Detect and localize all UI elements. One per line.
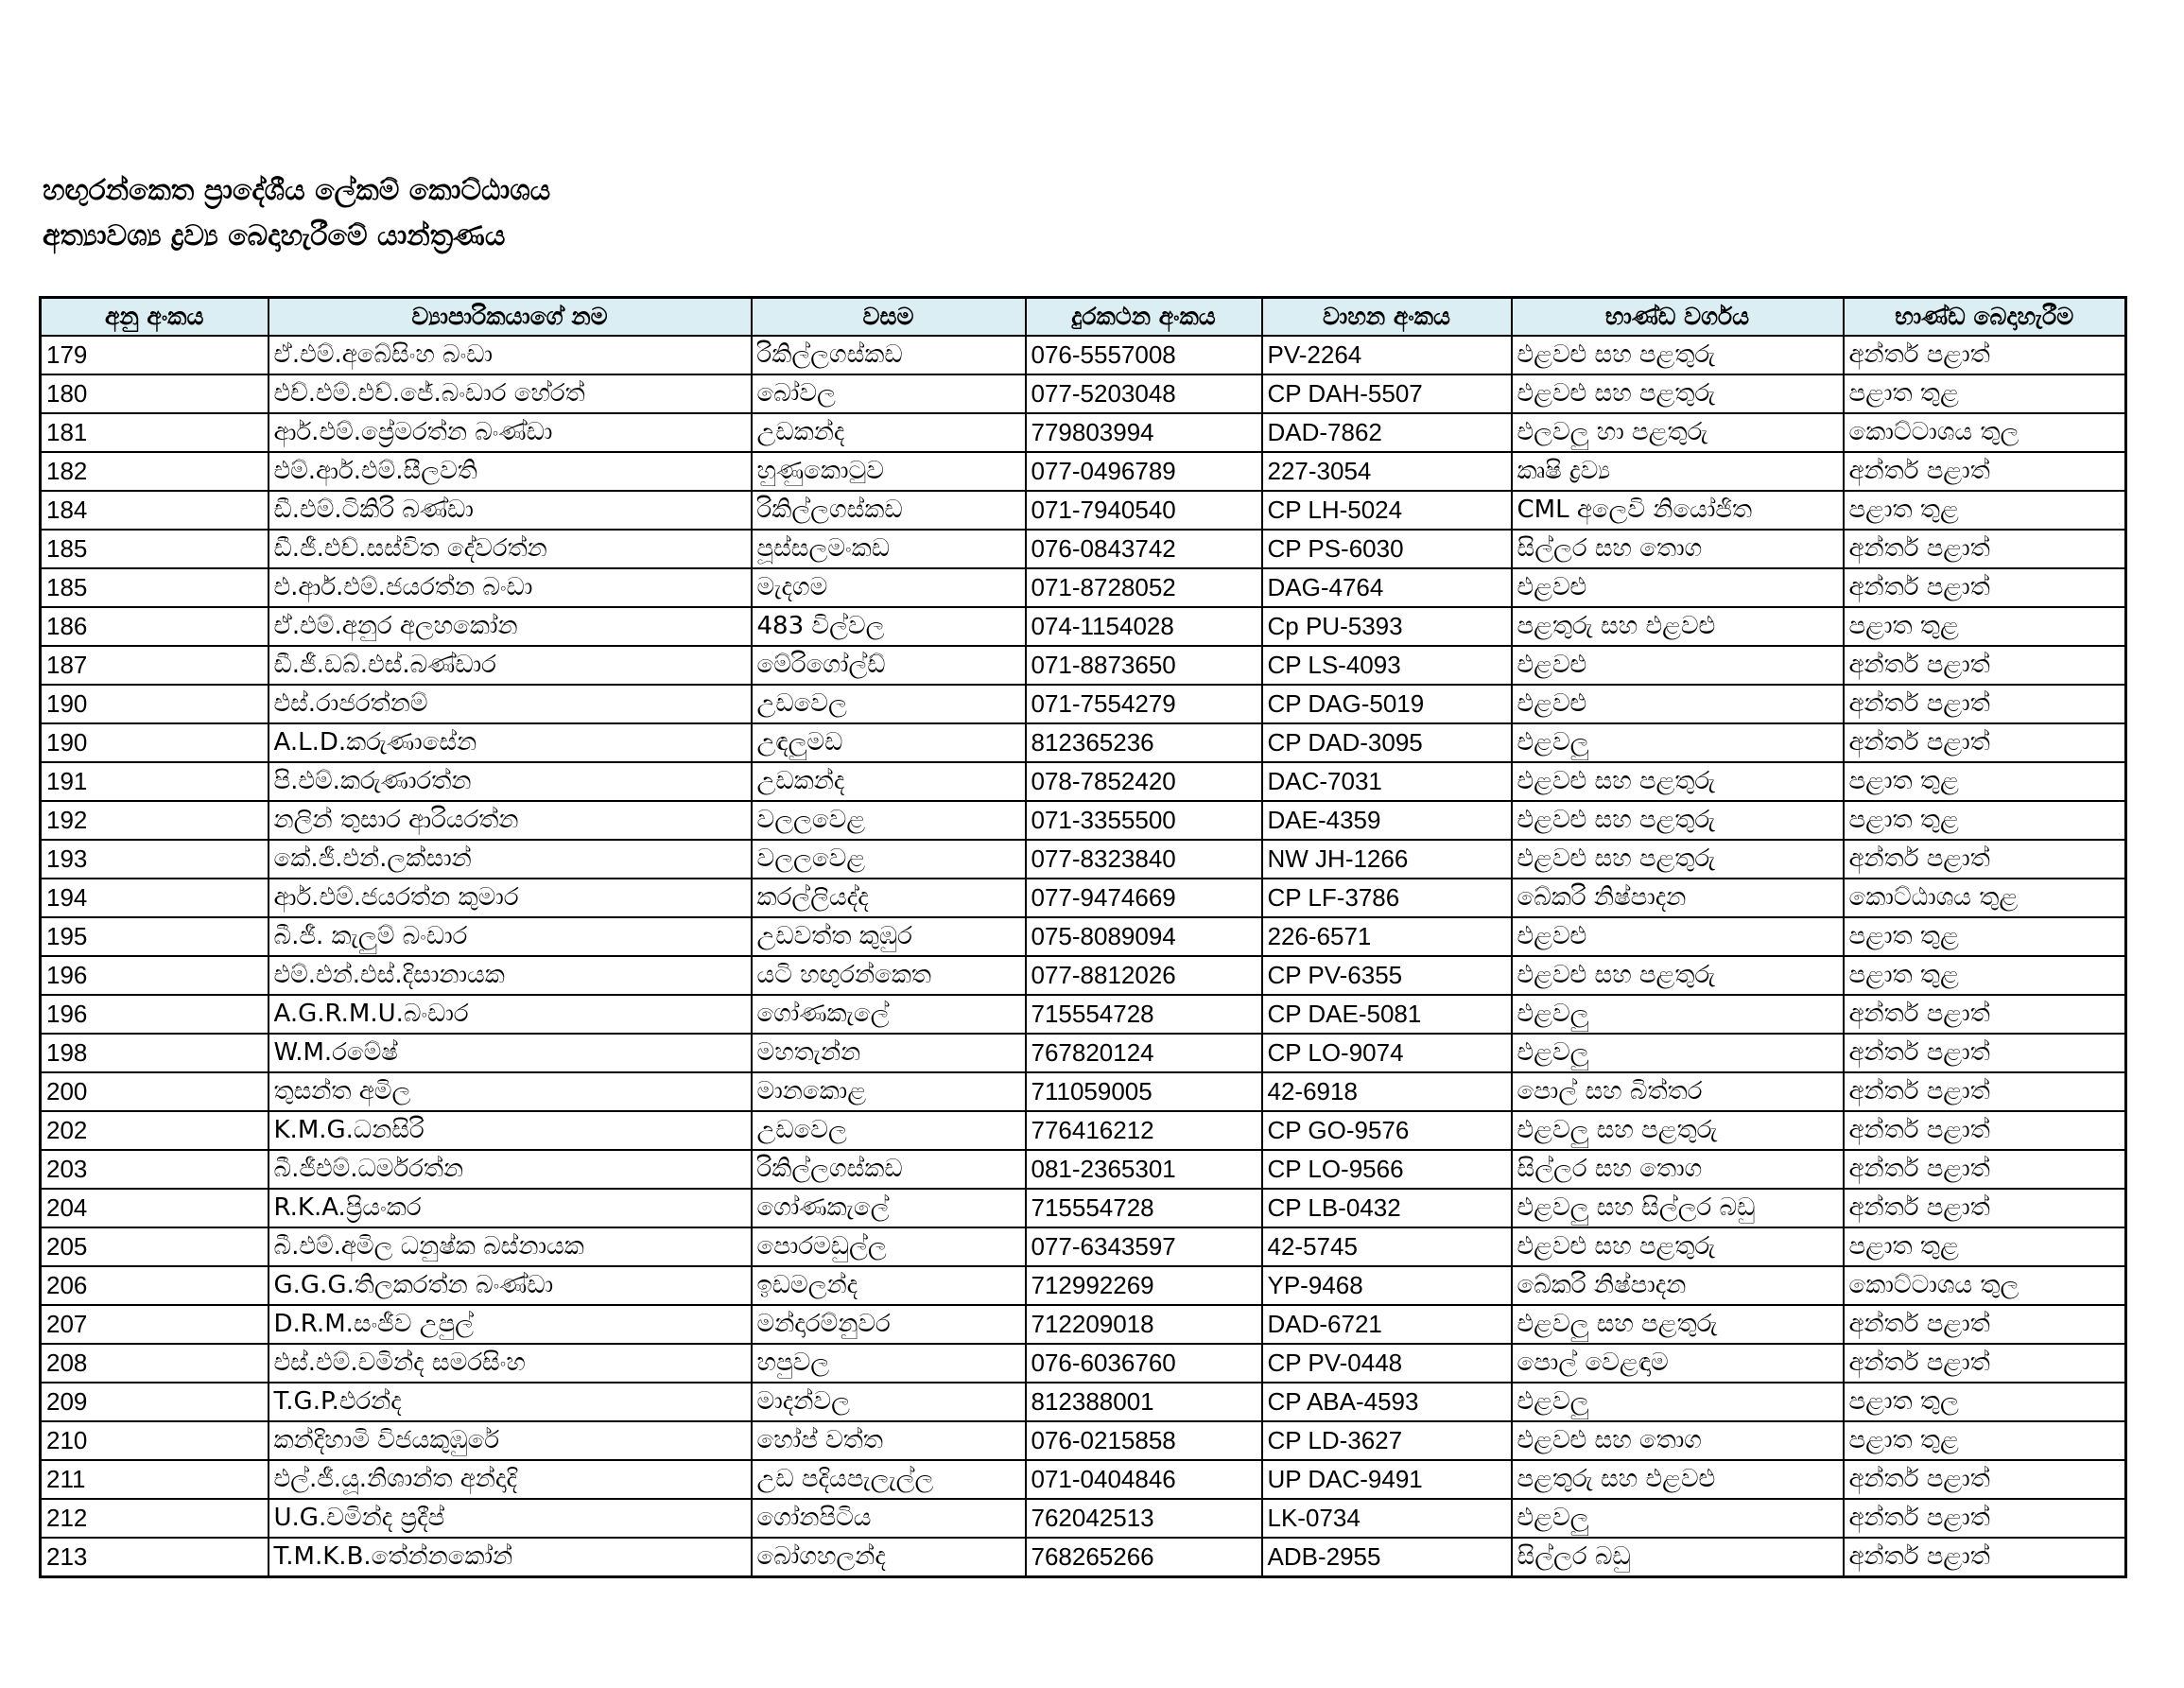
cell-distribution-area: අන්තර් පළාත් bbox=[1844, 1189, 2126, 1227]
cell-division: ගෝනපිටිය bbox=[752, 1499, 1026, 1538]
cell-trader-name: ඒ.එම්.අනුර අලහකෝන bbox=[269, 607, 752, 646]
cell-division: බෝගහලන්ද bbox=[752, 1538, 1026, 1577]
cell-goods-type: එළවලු bbox=[1512, 1499, 1844, 1538]
cell-trader-name: W.M.රමේෂ් bbox=[269, 1034, 752, 1072]
cell-goods-type: එළවළු bbox=[1512, 646, 1844, 685]
cell-vehicle-number: DAC-7031 bbox=[1262, 762, 1512, 801]
cell-goods-type: එළවළු සහ පළතුරු bbox=[1512, 956, 1844, 995]
cell-serial-number: 182 bbox=[41, 452, 269, 491]
cell-distribution-area: පළාත තුළ bbox=[1844, 762, 2126, 801]
cell-division: 483 විල්වල bbox=[752, 607, 1026, 646]
cell-distribution-area: අන්තර් පළාත් bbox=[1844, 840, 2126, 879]
cell-division: පූස්සලමංකඩ bbox=[752, 530, 1026, 568]
cell-distribution-area: අන්තර් පළාත් bbox=[1844, 1150, 2126, 1189]
cell-distribution-area: අන්තර් පළාත් bbox=[1844, 568, 2126, 607]
cell-phone-number: 812388001 bbox=[1026, 1383, 1262, 1421]
cell-distribution-area: අන්තර් පළාත් bbox=[1844, 646, 2126, 685]
cell-division: මේරිගෝල්ඩ් bbox=[752, 646, 1026, 685]
cell-phone-number: 081-2365301 bbox=[1026, 1150, 1262, 1189]
cell-goods-type: එළවළු සහ පළතුරු bbox=[1512, 374, 1844, 413]
cell-goods-type: එළවලු bbox=[1512, 995, 1844, 1034]
table-row bbox=[41, 1499, 2126, 1538]
cell-distribution-area: කොට්ටාශය තුල bbox=[1844, 1266, 2126, 1305]
cell-phone-number: 762042513 bbox=[1026, 1499, 1262, 1538]
table-row bbox=[41, 879, 2126, 917]
table-row bbox=[41, 646, 2126, 685]
cell-distribution-area: අන්තර් පළාත් bbox=[1844, 1538, 2126, 1577]
cell-vehicle-number: CP PV-0448 bbox=[1262, 1344, 1512, 1383]
cell-phone-number: 071-0404846 bbox=[1026, 1460, 1262, 1499]
cell-distribution-area: පළාත තුළ bbox=[1844, 1227, 2126, 1266]
cell-goods-type: බේකරි නිෂ්පාදන bbox=[1512, 879, 1844, 917]
cell-phone-number: 712209018 bbox=[1026, 1305, 1262, 1344]
cell-phone-number: 078-7852420 bbox=[1026, 762, 1262, 801]
column-header-division: වසම bbox=[752, 298, 1026, 337]
cell-trader-name: බී.ජීඑම්.ධර්මරත්න bbox=[269, 1150, 752, 1189]
cell-division: බෝවල bbox=[752, 374, 1026, 413]
cell-goods-type: එළවළු bbox=[1512, 917, 1844, 956]
cell-goods-type: කෘෂි ද්‍රව්‍ය bbox=[1512, 452, 1844, 491]
cell-vehicle-number: CP DAG-5019 bbox=[1262, 685, 1512, 723]
cell-distribution-area: පළාත තුළ bbox=[1844, 607, 2126, 646]
table-row bbox=[41, 956, 2126, 995]
cell-goods-type: එලවලු හා පළතුරු bbox=[1512, 413, 1844, 452]
cell-vehicle-number: CP ABA-4593 bbox=[1262, 1383, 1512, 1421]
cell-distribution-area: අන්තර් පළාත් bbox=[1844, 336, 2126, 374]
cell-goods-type: එළවළු සහ පළතුරු bbox=[1512, 840, 1844, 879]
table-row bbox=[41, 374, 2126, 413]
cell-phone-number: 077-0496789 bbox=[1026, 452, 1262, 491]
cell-goods-type: එළවළු bbox=[1512, 568, 1844, 607]
office-title: හඟුරන්කෙත ප්‍රාදේශීය ලේකම් කොට්ඨාශය bbox=[43, 174, 551, 207]
cell-trader-name: ඒ.එම්.අබේසිංහ බංඩා bbox=[269, 336, 752, 374]
cell-goods-type: සිල්ලර සහ තොග bbox=[1512, 1150, 1844, 1189]
cell-trader-name: ආර්.එම්.ප්‍රේමරත්න බංණ්ඩා bbox=[269, 413, 752, 452]
cell-division: හෝප් වත්ත bbox=[752, 1421, 1026, 1460]
cell-distribution-area: අන්තර් පළාත් bbox=[1844, 1499, 2126, 1538]
cell-serial-number: 190 bbox=[41, 723, 269, 762]
cell-serial-number: 190 bbox=[41, 685, 269, 723]
cell-trader-name: A.G.R.M.U.බංඩාර bbox=[269, 995, 752, 1034]
cell-vehicle-number: NW JH-1266 bbox=[1262, 840, 1512, 879]
cell-goods-type: පොල් සහ බිත්තර bbox=[1512, 1072, 1844, 1111]
table-header bbox=[41, 298, 2126, 337]
table-row bbox=[41, 568, 2126, 607]
cell-vehicle-number: CP DAD-3095 bbox=[1262, 723, 1512, 762]
cell-trader-name: පි.එම්.කරුණාරත්න bbox=[269, 762, 752, 801]
cell-trader-name: කන්දිහාමි විජයකුඹුරේ bbox=[269, 1421, 752, 1460]
cell-trader-name: U.G.චමින්ද ප්‍රදීප් bbox=[269, 1499, 752, 1538]
cell-trader-name: එස්.එම්.චමින්ද සමරසිංහ bbox=[269, 1344, 752, 1383]
cell-vehicle-number: CP LS-4093 bbox=[1262, 646, 1512, 685]
cell-vehicle-number: 227-3054 bbox=[1262, 452, 1512, 491]
cell-vehicle-number: CP LF-3786 bbox=[1262, 879, 1512, 917]
cell-distribution-area: අන්තර් පළාත් bbox=[1844, 1305, 2126, 1344]
cell-phone-number: 074-1154028 bbox=[1026, 607, 1262, 646]
cell-phone-number: 076-0843742 bbox=[1026, 530, 1262, 568]
cell-division: වලලවෙළ bbox=[752, 840, 1026, 879]
cell-division: මන්දාරම්නුවර bbox=[752, 1305, 1026, 1344]
cell-vehicle-number: CP DAH-5507 bbox=[1262, 374, 1512, 413]
cell-phone-number: 779803994 bbox=[1026, 413, 1262, 452]
table-row bbox=[41, 762, 2126, 801]
cell-phone-number: 075-8089094 bbox=[1026, 917, 1262, 956]
cell-vehicle-number: UP DAC-9491 bbox=[1262, 1460, 1512, 1499]
cell-division: හුණුකොටුව bbox=[752, 452, 1026, 491]
cell-phone-number: 076-6036760 bbox=[1026, 1344, 1262, 1383]
cell-distribution-area: පළාත තුළ bbox=[1844, 956, 2126, 995]
document-subtitle: අත්‍යාවශ්‍ය ද්‍රව්‍ය බෙදාහැරීමේ යාන්ත්‍රණය bbox=[43, 219, 506, 252]
cell-goods-type: සිල්ලර බඩු bbox=[1512, 1538, 1844, 1577]
table-row bbox=[41, 840, 2126, 879]
cell-trader-name: බී.ජී. කැලුම් බංඩාර bbox=[269, 917, 752, 956]
cell-serial-number: 179 bbox=[41, 336, 269, 374]
cell-vehicle-number: CP LO-9566 bbox=[1262, 1150, 1512, 1189]
cell-division: මහතැන්න bbox=[752, 1034, 1026, 1072]
cell-division: උඳලුමඩ bbox=[752, 723, 1026, 762]
cell-phone-number: 077-9474669 bbox=[1026, 879, 1262, 917]
cell-trader-name: එම්.ආර්.එම්.සීලවති bbox=[269, 452, 752, 491]
cell-serial-number: 203 bbox=[41, 1150, 269, 1189]
cell-trader-name: ඩී.ජී.එච්.සස්විත දේවරත්න bbox=[269, 530, 752, 568]
cell-distribution-area: අන්තර් පළාත් bbox=[1844, 1072, 2126, 1111]
cell-division: ගෝණකැලේ bbox=[752, 995, 1026, 1034]
cell-phone-number: 077-6343597 bbox=[1026, 1227, 1262, 1266]
cell-serial-number: 208 bbox=[41, 1344, 269, 1383]
cell-goods-type: එළවලු bbox=[1512, 1034, 1844, 1072]
cell-trader-name: A.L.D.කරුණාසේන bbox=[269, 723, 752, 762]
cell-trader-name: එච්.එම්.එච්.ජේ.බංඩාර හේරත් bbox=[269, 374, 752, 413]
cell-vehicle-number: 226-6571 bbox=[1262, 917, 1512, 956]
table-row bbox=[41, 995, 2126, 1034]
table-row bbox=[41, 1189, 2126, 1227]
cell-serial-number: 205 bbox=[41, 1227, 269, 1266]
table-row bbox=[41, 1266, 2126, 1305]
cell-trader-name: නලින් තුසාර ආරියරත්න bbox=[269, 801, 752, 840]
table-row bbox=[41, 685, 2126, 723]
table-row bbox=[41, 1460, 2126, 1499]
cell-division: ගෝණකැලේ bbox=[752, 1189, 1026, 1227]
cell-division: යටි හඟුරන්කෙත bbox=[752, 956, 1026, 995]
cell-trader-name: කේ.ජී.එන්.ලක්සාන් bbox=[269, 840, 752, 879]
cell-trader-name: T.M.K.B.තේන්නකෝන් bbox=[269, 1538, 752, 1577]
cell-trader-name: D.R.M.සංජීව උපුල් bbox=[269, 1305, 752, 1344]
cell-serial-number: 204 bbox=[41, 1189, 269, 1227]
cell-phone-number: 071-7940540 bbox=[1026, 491, 1262, 530]
cell-serial-number: 207 bbox=[41, 1305, 269, 1344]
cell-trader-name: එස්.රාජරත්නම් bbox=[269, 685, 752, 723]
cell-phone-number: 071-3355500 bbox=[1026, 801, 1262, 840]
cell-phone-number: 077-5203048 bbox=[1026, 374, 1262, 413]
cell-serial-number: 193 bbox=[41, 840, 269, 879]
cell-goods-type: එළවලු සහ පළතුරු bbox=[1512, 1111, 1844, 1150]
cell-serial-number: 196 bbox=[41, 995, 269, 1034]
cell-division: වලලවෙළ bbox=[752, 801, 1026, 840]
cell-division: මැදගම bbox=[752, 568, 1026, 607]
cell-division: කරල්ලියද්ද bbox=[752, 879, 1026, 917]
cell-serial-number: 196 bbox=[41, 956, 269, 995]
cell-distribution-area: අන්තර් පළාත් bbox=[1844, 723, 2126, 762]
cell-vehicle-number: CP PS-6030 bbox=[1262, 530, 1512, 568]
table-row bbox=[41, 1305, 2126, 1344]
column-header-distribution-area: භාණ්ඩ බෙදාහැරීම bbox=[1844, 298, 2126, 337]
cell-serial-number: 202 bbox=[41, 1111, 269, 1150]
cell-phone-number: 071-8873650 bbox=[1026, 646, 1262, 685]
cell-serial-number: 209 bbox=[41, 1383, 269, 1421]
table-row bbox=[41, 336, 2126, 374]
cell-distribution-area: පළාත තුල bbox=[1844, 1383, 2126, 1421]
table-row bbox=[41, 1383, 2126, 1421]
cell-trader-name: බී.එම්.අමිල ධනුෂ්ක බස්නායක bbox=[269, 1227, 752, 1266]
cell-trader-name: ඩී.ජී.ඩබ්.එස්.බණ්ඩාර bbox=[269, 646, 752, 685]
cell-distribution-area: අන්තර් පළාත් bbox=[1844, 530, 2126, 568]
table-row bbox=[41, 1344, 2126, 1383]
cell-trader-name: ඩී.එම්.ටිකිරි බණ්ඩා bbox=[269, 491, 752, 530]
cell-distribution-area: පළාත තුළ bbox=[1844, 917, 2126, 956]
cell-distribution-area: කොට්ඨාශය තුළ bbox=[1844, 879, 2126, 917]
cell-phone-number: 711059005 bbox=[1026, 1072, 1262, 1111]
cell-division: උඩ පදියපැලැල්ල bbox=[752, 1460, 1026, 1499]
cell-distribution-area: අන්තර් පළාත් bbox=[1844, 1111, 2126, 1150]
cell-division: උඩකන්ද bbox=[752, 762, 1026, 801]
cell-distribution-area: අන්තර් පළාත් bbox=[1844, 452, 2126, 491]
cell-serial-number: 187 bbox=[41, 646, 269, 685]
cell-division: උඩවෙල bbox=[752, 1111, 1026, 1150]
cell-vehicle-number: DAD-7862 bbox=[1262, 413, 1512, 452]
cell-phone-number: 776416212 bbox=[1026, 1111, 1262, 1150]
cell-distribution-area: පළාත තුළ bbox=[1844, 374, 2126, 413]
cell-vehicle-number: CP LB-0432 bbox=[1262, 1189, 1512, 1227]
cell-goods-type: බේකරි නිෂ්පාදන bbox=[1512, 1266, 1844, 1305]
cell-phone-number: 077-8323840 bbox=[1026, 840, 1262, 879]
cell-division: උඩවත්ත කුඹුර bbox=[752, 917, 1026, 956]
table-row bbox=[41, 1111, 2126, 1150]
cell-division: මානකොළ bbox=[752, 1072, 1026, 1111]
cell-goods-type: CML අලෙවි නියෝජිත bbox=[1512, 491, 1844, 530]
cell-vehicle-number: YP-9468 bbox=[1262, 1266, 1512, 1305]
table-row bbox=[41, 1227, 2126, 1266]
cell-division: රිකිල්ලගස්කඩ bbox=[752, 1150, 1026, 1189]
cell-phone-number: 077-8812026 bbox=[1026, 956, 1262, 995]
cell-distribution-area: පළාත තුළ bbox=[1844, 801, 2126, 840]
cell-serial-number: 186 bbox=[41, 607, 269, 646]
cell-trader-name: ආර්.එම්.ජයරත්න කුමාර bbox=[269, 879, 752, 917]
cell-serial-number: 198 bbox=[41, 1034, 269, 1072]
cell-trader-name: තුසන්ත අමිල bbox=[269, 1072, 752, 1111]
cell-division: රිකිල්ලගස්කඩ bbox=[752, 491, 1026, 530]
cell-distribution-area: අන්තර් පළාත් bbox=[1844, 1344, 2126, 1383]
cell-goods-type: එළවළු සහ තොග bbox=[1512, 1421, 1844, 1460]
cell-goods-type: සිල්ලර සහ තොග bbox=[1512, 530, 1844, 568]
cell-serial-number: 210 bbox=[41, 1421, 269, 1460]
cell-trader-name: R.K.A.ප්‍රියංකර bbox=[269, 1189, 752, 1227]
cell-serial-number: 184 bbox=[41, 491, 269, 530]
cell-goods-type: එළවලු bbox=[1512, 1383, 1844, 1421]
cell-phone-number: 767820124 bbox=[1026, 1034, 1262, 1072]
cell-serial-number: 212 bbox=[41, 1499, 269, 1538]
cell-phone-number: 768265266 bbox=[1026, 1538, 1262, 1577]
cell-serial-number: 195 bbox=[41, 917, 269, 956]
cell-distribution-area: අන්තර් පළාත් bbox=[1844, 1034, 2126, 1072]
table-row bbox=[41, 1034, 2126, 1072]
column-header-serial-number: අනු අංකය bbox=[41, 298, 269, 337]
cell-phone-number: 071-7554279 bbox=[1026, 685, 1262, 723]
cell-vehicle-number: CP LO-9074 bbox=[1262, 1034, 1512, 1072]
cell-serial-number: 194 bbox=[41, 879, 269, 917]
table-row bbox=[41, 1150, 2126, 1189]
cell-phone-number: 076-5557008 bbox=[1026, 336, 1262, 374]
table-row bbox=[41, 1421, 2126, 1460]
cell-vehicle-number: CP LH-5024 bbox=[1262, 491, 1512, 530]
cell-serial-number: 191 bbox=[41, 762, 269, 801]
cell-trader-name: T.G.P.එරන්ද bbox=[269, 1383, 752, 1421]
cell-distribution-area: පළාත තුළ bbox=[1844, 1421, 2126, 1460]
table-row bbox=[41, 801, 2126, 840]
cell-vehicle-number: LK-0734 bbox=[1262, 1499, 1512, 1538]
header-row bbox=[41, 298, 2126, 337]
cell-goods-type: පළතුරු සහ එළවළු bbox=[1512, 1460, 1844, 1499]
cell-trader-name: G.G.G.තිලකරත්න බංණ්ඩා bbox=[269, 1266, 752, 1305]
distributor-table bbox=[39, 296, 2127, 1578]
cell-vehicle-number: DAE-4359 bbox=[1262, 801, 1512, 840]
cell-vehicle-number: CP DAE-5081 bbox=[1262, 995, 1512, 1034]
cell-phone-number: 812365236 bbox=[1026, 723, 1262, 762]
cell-vehicle-number: DAG-4764 bbox=[1262, 568, 1512, 607]
cell-trader-name: එ.ආර්.එම්.ජයරත්න බංඩා bbox=[269, 568, 752, 607]
cell-division: උඩවෙල bbox=[752, 685, 1026, 723]
column-header-goods-type: භාණ්ඩ වර්ගය bbox=[1512, 298, 1844, 337]
cell-goods-type: එළවළු සහ පළතුරු bbox=[1512, 762, 1844, 801]
cell-goods-type: පළතුරු සහ එළවළු bbox=[1512, 607, 1844, 646]
column-header-vehicle-number: වාහන අංකය bbox=[1262, 298, 1512, 337]
cell-serial-number: 180 bbox=[41, 374, 269, 413]
cell-goods-type: පොල් වෙළඳාම bbox=[1512, 1344, 1844, 1383]
cell-distribution-area: අන්තර් පළාත් bbox=[1844, 1460, 2126, 1499]
table-row bbox=[41, 491, 2126, 530]
cell-serial-number: 181 bbox=[41, 413, 269, 452]
cell-distribution-area: කොට්ටාශය තුල bbox=[1844, 413, 2126, 452]
cell-vehicle-number: 42-5745 bbox=[1262, 1227, 1512, 1266]
cell-vehicle-number: CP PV-6355 bbox=[1262, 956, 1512, 995]
cell-division: රිකිල්ලගස්කඩ bbox=[752, 336, 1026, 374]
cell-division: හපුවල bbox=[752, 1344, 1026, 1383]
cell-phone-number: 712992269 bbox=[1026, 1266, 1262, 1305]
cell-vehicle-number: 42-6918 bbox=[1262, 1072, 1512, 1111]
table-row bbox=[41, 607, 2126, 646]
cell-distribution-area: අන්තර් පළාත් bbox=[1844, 685, 2126, 723]
cell-serial-number: 192 bbox=[41, 801, 269, 840]
cell-phone-number: 715554728 bbox=[1026, 995, 1262, 1034]
cell-goods-type: එළවළු bbox=[1512, 685, 1844, 723]
cell-vehicle-number: ADB-2955 bbox=[1262, 1538, 1512, 1577]
cell-vehicle-number: PV-2264 bbox=[1262, 336, 1512, 374]
cell-vehicle-number: CP GO-9576 bbox=[1262, 1111, 1512, 1150]
cell-division: මාදන්වල bbox=[752, 1383, 1026, 1421]
cell-trader-name: එම්.එන්.එස්.දිසානායක bbox=[269, 956, 752, 995]
table-row bbox=[41, 452, 2126, 491]
cell-goods-type: එළවළු සහ පළතුරු bbox=[1512, 1227, 1844, 1266]
cell-phone-number: 071-8728052 bbox=[1026, 568, 1262, 607]
cell-serial-number: 185 bbox=[41, 568, 269, 607]
table-row bbox=[41, 530, 2126, 568]
cell-goods-type: එළවළු සහ පළතුරු bbox=[1512, 336, 1844, 374]
cell-vehicle-number: CP LD-3627 bbox=[1262, 1421, 1512, 1460]
table-row bbox=[41, 413, 2126, 452]
cell-trader-name: K.M.G.ධනසිරි bbox=[269, 1111, 752, 1150]
cell-phone-number: 715554728 bbox=[1026, 1189, 1262, 1227]
table-row bbox=[41, 1538, 2126, 1577]
cell-serial-number: 206 bbox=[41, 1266, 269, 1305]
cell-serial-number: 185 bbox=[41, 530, 269, 568]
cell-goods-type: එළවලු සහ පළතුරු bbox=[1512, 1305, 1844, 1344]
cell-distribution-area: පළාත තුළ bbox=[1844, 491, 2126, 530]
cell-goods-type: එළවලු bbox=[1512, 723, 1844, 762]
cell-division: උඩකන්ද bbox=[752, 413, 1026, 452]
document-header bbox=[43, 168, 550, 259]
cell-trader-name: එල්.ජී.යූ.නිශාන්ත අන්දාදි bbox=[269, 1460, 752, 1499]
cell-distribution-area: අන්තර් පළාත් bbox=[1844, 995, 2126, 1034]
cell-goods-type: එළවළු සහ පළතුරු bbox=[1512, 801, 1844, 840]
cell-phone-number: 076-0215858 bbox=[1026, 1421, 1262, 1460]
cell-serial-number: 213 bbox=[41, 1538, 269, 1577]
column-header-phone-number: දුරකථන අංකය bbox=[1026, 298, 1262, 337]
cell-serial-number: 211 bbox=[41, 1460, 269, 1499]
table-body bbox=[41, 336, 2126, 1577]
table-row bbox=[41, 1072, 2126, 1111]
table-row bbox=[41, 917, 2126, 956]
cell-vehicle-number: DAD-6721 bbox=[1262, 1305, 1512, 1344]
cell-division: ඉඩමලන්ද bbox=[752, 1266, 1026, 1305]
cell-serial-number: 200 bbox=[41, 1072, 269, 1111]
table-row bbox=[41, 723, 2126, 762]
cell-division: පොරමඩුල්ල bbox=[752, 1227, 1026, 1266]
cell-vehicle-number: Cp PU-5393 bbox=[1262, 607, 1512, 646]
cell-goods-type: එළවලු සහ සිල්ලර බඩු bbox=[1512, 1189, 1844, 1227]
column-header-trader-name: ව්‍යාපාරිකයාගේ නම bbox=[269, 298, 752, 337]
